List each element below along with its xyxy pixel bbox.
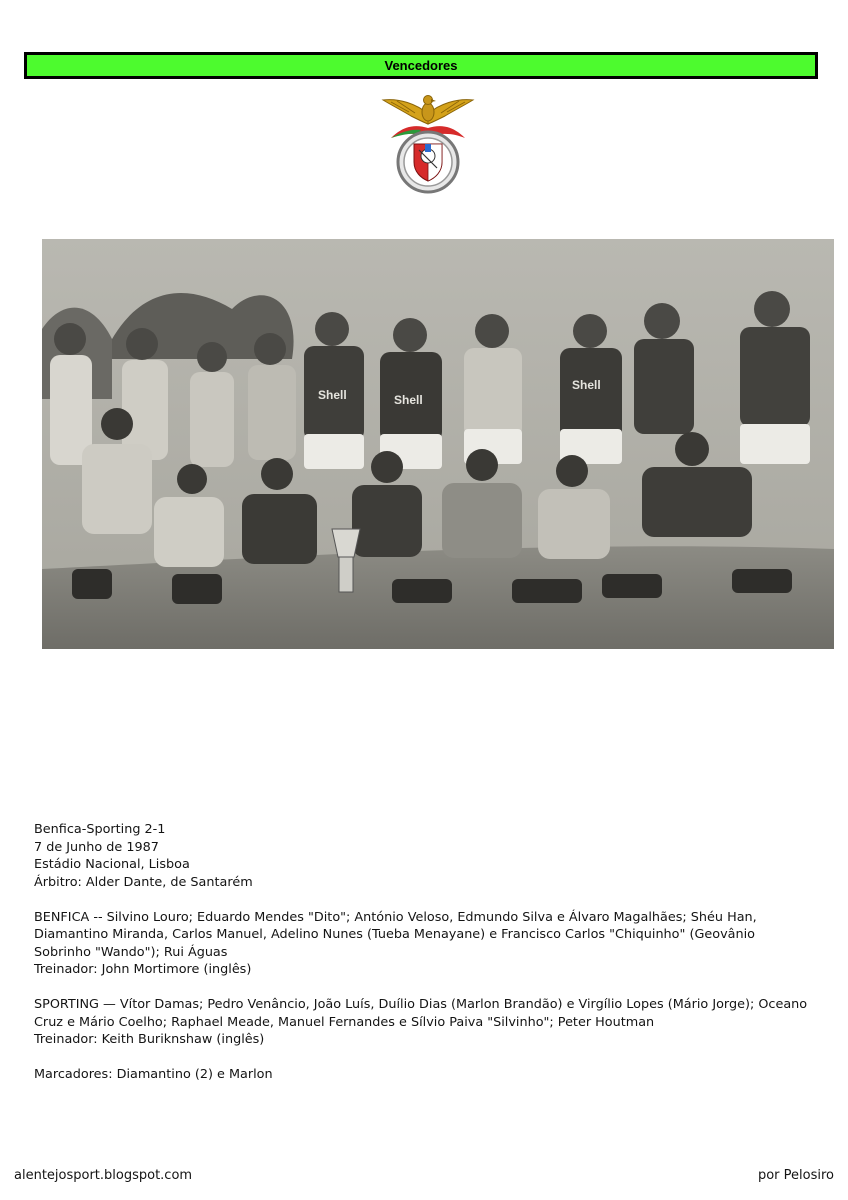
match-report <box>34 821 824 1084</box>
scorers: Marcadores: Diamantino (2) e Marlon <box>34 1067 273 1082</box>
match-venue: Estádio Nacional, Lisboa <box>34 857 190 872</box>
sporting-lineup-line-1: SPORTING — Vítor Damas; Pedro Venâncio, João Luís, Duílio Dias (Marlon Brandão) e Virgílio Lopes (Mário Jorge); Oceano <box>34 997 808 1012</box>
header-banner <box>24 52 818 79</box>
match-date: 7 de Junho de 1987 <box>34 839 159 855</box>
benfica-eagle-crest-icon <box>381 92 475 194</box>
match-referee: Árbitro: Alder Dante, de Santarém <box>34 874 253 890</box>
sporting-coach: Treinador: Keith Buriknshaw (inglês) <box>34 1032 265 1047</box>
footer-author: por Pelosiro <box>757 1168 834 1183</box>
banner-title: Vencedores <box>384 58 458 73</box>
benfica-coach: Treinador: John Mortimore (inglês) <box>34 962 252 977</box>
footer-blog-url: alentejosport.blogspot.com <box>14 1168 193 1183</box>
benfica-lineup-line-3: Sobrinho "Wando"); Rui Águas <box>34 944 228 960</box>
match-result: Benfica-Sporting 2-1 <box>34 822 166 837</box>
svg-text:Shell: Shell <box>572 378 601 392</box>
svg-text:Shell: Shell <box>318 388 347 402</box>
team-photo <box>42 239 834 649</box>
benfica-lineup-line-2: Diamantino Miranda, Carlos Manuel, Adelino Nunes (Tueba Menayane) e Francisco Carlos "Chiquinho" (Geovânio <box>34 927 755 942</box>
sporting-lineup-line-2: Cruz e Mário Coelho; Raphael Meade, Manuel Fernandes e Sílvio Paiva "Silvinho"; Peter Houtman <box>34 1014 655 1030</box>
svg-text:Shell: Shell <box>394 393 423 407</box>
benfica-lineup-line-1: BENFICA -- Silvino Louro; Eduardo Mendes "Dito"; António Veloso, Edmundo Silva e Álvaro Magalhães; Shéu Han, <box>34 909 757 925</box>
